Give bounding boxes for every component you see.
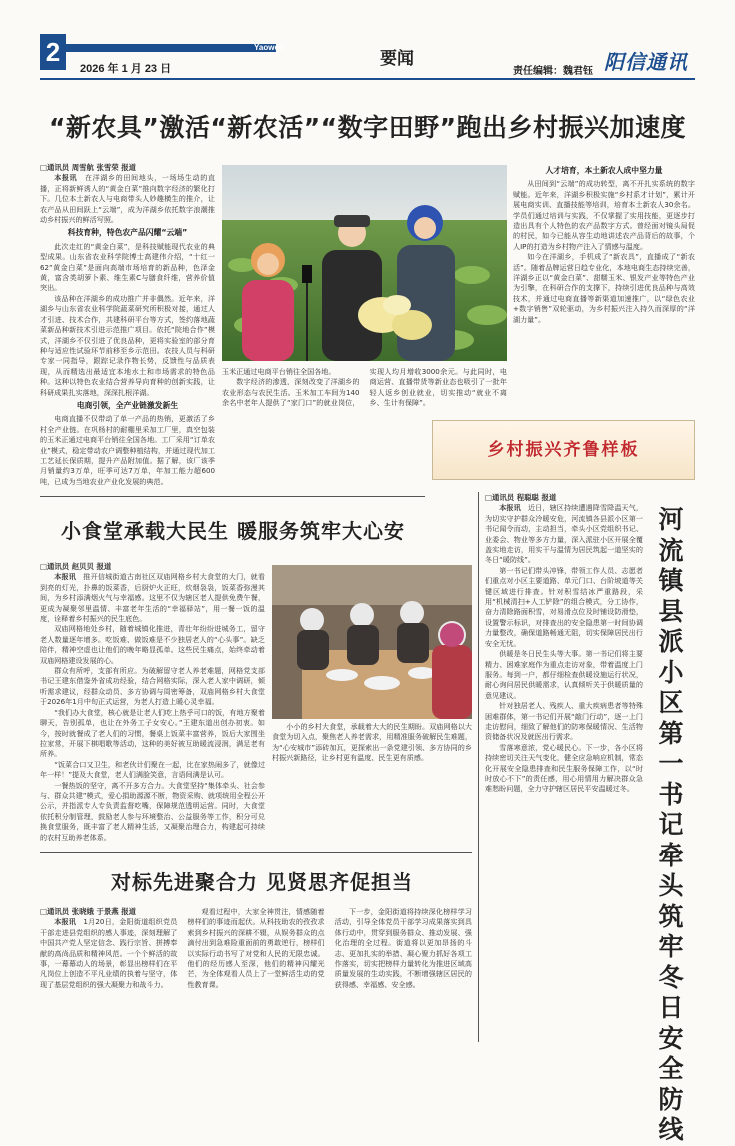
- article1-para2: 此次走红的“黄金白菜”，是科技赋能现代农业的典型成果。山东省农业科学院博士高建伟介绍，“十红一62”黄金白菜”是面向高端市场培育的新品种，色泽金黄，富含类胡萝卜素、维生素C与膳食纤维，营养价值突出。: [40, 241, 215, 293]
- article4-para5: 雪落寒意浓，党心暖民心。下一步，各小区将持续密切关注天气变化，健全应急响应机制，常态化开展安全隐患排查和民生服务保障工作，以“时时放心不下”的责任感，用心用情用力解决群众急难愁盼问题，全力守护辖区居民平安温暖过冬。: [485, 742, 643, 794]
- article2-para5: “饭菜合口又卫生，和老伙计们聚在一起，比在家热闹多了，就像过年一样！”提及大食堂，老人们满脸笑意，言语间满是认可。: [40, 759, 265, 780]
- article2-column1: [40, 562, 265, 844]
- article1-column1: [40, 163, 215, 491]
- article2-para1: 本报讯 推开信城街道古南社区双庙网格乡村大食堂的大门，就看到亮的灯光，扑鼻的饭菜香，后厨炉火正旺，炊烟袅袅，饭菜香弥漫其间，为乡村添满烟火气与幸福感。这里不仅为辖区老人提供免费午餐，更成为凝聚邻里温情、丰富老年生活的“幸福驿站”，用一餐一饭的温度，诠释着乡村振兴的民生底色。: [40, 572, 266, 624]
- livestream-cabbage-photo: [222, 165, 507, 361]
- article1-para1: 本报讯 在洋湖乡的田间地头，一场场生动的直播，正将新鲜诱人的“黄金白菜”推向数字经济的繁化打下。几位本土新农人与电商带头人妙趣横生的推介，让农产品从田间跃上“云端”，成为洋湖乡依托数字浪潮推动乡村振兴的鲜活写照。: [40, 173, 216, 225]
- article2-byline: □通讯员 赵贝贝 报道: [40, 562, 112, 571]
- header-bar: [66, 44, 276, 52]
- section-title: 要闻: [380, 49, 414, 69]
- article1-para7: 如今在洋湖乡，手机成了“新农具”，直播成了“新农活”。随着品牌运营日趋专业化，本地电商生态持续完善，洋湖乡正以“黄金白菜”、甜糯玉米、银发产业等特色产业为引擎，在科研合作的支撑下，持续引进优良品种与高效技术，并通过电商直播等新渠道加速推广，以“绿色农业+数字销售”双轮驱动，为乡村振兴注入持久而深厚的“洋湖力量”。: [513, 252, 695, 324]
- article4-para4: 针对独居老人、残疾人、重大疾病患者等特殊困难群体，第一书记们开展“敲门行动”，逐一上门走访慰问，细致了解他们的防寒保暖情况、生活物资储备状况及就医出行需求。: [485, 701, 643, 742]
- article1-headline: “新农具”激活“新农活”“数字田野”跑出乡村振兴加速度: [48, 113, 687, 142]
- article3-para4: 下一步，金阳街道将持续深化榜样学习活动，引导全体党员干部学习成果落实到具体行动中，贯穿到服务群众、推动发展、强化治理的全过程。街道将以更加昂扬的斗志、更加扎实的举措、凝心聚力抓好各项工作落实，切实把榜样力量转化为推进区域高质量发展的生动实践，不断增强辖区居民的获得感、幸福感、安全感。: [334, 907, 472, 989]
- page-number: 2: [40, 34, 66, 70]
- article4-body: [485, 493, 643, 1042]
- article1-para4-cont: 玉米正通过电商平台销往全国各地。: [222, 367, 336, 376]
- article1-subhead1: 科技育种，特色农产品闪耀“云端”: [67, 228, 188, 238]
- article4-byline: □通讯员 程聪聪 报道: [485, 493, 557, 502]
- article2-para3: 群众有所呼，支部有所应。为破解留守老人养老难题，网格党支部书记王建东借鉴外省成功经验，结合网格实际，深入老人家中调研，倾听需求建议，经群众动员、多方协调与周密筹备，双庙网格乡村大食堂于2026年1月中旬正式运营，为老人打造上暖心灵幸福。: [40, 666, 265, 707]
- livestream-photo-illustration: [222, 165, 507, 361]
- canteen-photo-illustration: [272, 565, 472, 719]
- article3-para3: 观看过程中，大家全神贯注，情感随着榜样们的事迹而起伏。从科技助农的孜孜求索到乡村振兴的深耕不辍，从娱务群众的点滴付出到急难险重面前的勇敢逆行，榜样们以实际行动书写了对党和人民的无限忠诚。他们的经历感人至深，他们的精神闪耀光芒，为全体观看人员上了一堂鲜活生动的党性教育课。: [187, 907, 325, 989]
- header-rule: [40, 78, 695, 80]
- canteen-elderly-dining-photo: [272, 565, 472, 719]
- article3-body: [40, 907, 472, 1042]
- editor-credit: 责任编辑：魏君钰: [513, 66, 593, 77]
- section-rule-1: [40, 496, 425, 497]
- article3-byline: □通讯员 张晓娥 于景燕 报道: [40, 907, 136, 916]
- section-english: Yaowen: [254, 43, 284, 52]
- article2-para4: “我们办大食堂，核心就是让老人们吃上热乎可口的饭，有地方聚着聊天，告别孤单，也让在外务工子女安心。”王建东道出创办初衷。如今，按时就餐成了老人们的习惯，餐桌上饭菜丰富营养，饭后大家围坐拉家常，开展下棋唱歌等活动，这种的美好被互助暖流浸润，满足老有所养。: [40, 707, 265, 759]
- rural-revitalization-banner: [432, 420, 695, 480]
- article1-subhead2: 电商引领，全产业链激发新生: [76, 400, 179, 410]
- article4-para3: 供暖是冬日民生头等大事。第一书记们将主要精力、困难家庭作为重点走访对象，带着温度上门服务。每到一户，都仔细检查供暖设施运行状况，耐心询问居民供暖需求，认真倾听关于供暖质量的意见建议。: [485, 649, 643, 700]
- article2-para6: 一餐热饭的坚守，离不开多方合力。大食堂坚持“集体牵头、社会参与、群众共建”模式，爱心捐助源源不断，物资采购、就项统用全程公开公示，并指派专人专负责监督吃嘴，保障规范透明运营。同时，大食堂依托积分制管理，鼓励老人参与环境整治、公益服务等工作，积分可兑换食堂服务，既丰富了老人精神生活，又凝聚治理合力，构建起可持续的农村互助养老体系。: [40, 780, 265, 842]
- issue-date: 2026 年 1 月 23 日: [80, 63, 172, 75]
- article2-column2: [272, 722, 472, 844]
- article2-para7: 小小的乡村大食堂，承载着大大的民生期盼。双庙网格以大食堂为切入点，聚焦老人养老需求，用精准服务破解民生难题，为“心安城市”添砖加瓦，更探索出一条党建引领、多方协同的乡村振兴新路径，让乡村更有温度、民生更有质感。: [272, 722, 472, 763]
- article3-para1: 本报讯 1月20日，金阳街道组织党员干部走进县党组织的感人事迹，深刻理解了中国共产党人坚定信念、践行宗旨、拼搏奉献的高尚品质和精神风范。一个个鲜活的故事，一幕幕动人的场景，彰显出榜样们在平凡岗位上创造不平凡业绩的执着与坚守，体现了基层党组织的强大凝聚力和战斗力。: [40, 917, 178, 989]
- article1-para3: 该品种在洋湖乡的成功推广并非偶然。近年来，洋湖乡与山东省农业科学院蔬菜研究所积极对接，通过人才引进、技术合作，共建科研平台等方式，签约落地蔬菜新品种新技术引进示范推广项目。依托“院地合作”模式，洋湖乡不仅引进了优良品种，更将实验室的部分育种与适应性试验环节前移至乡示范田。农技人员与科研专家一同指导，跟踪记录作物长势，反馈性与品质表现，从而精选出最适宜本地水土和市场需求的特色品种。这种以特色农业结合营养导向育种的创新实践，让科研成果扎实落地，深深扎根洋湖。: [40, 293, 215, 397]
- page-header: [0, 0, 735, 80]
- article2-headline: 小食堂承载大民生 暖服务筑牢大心安: [61, 519, 405, 543]
- article4-para1: 本报讯 近日，辖区持续遭遇降雪降温天气，为切实守护群众冷暖安危，河流镇各县派小区第一书记闻令而动，主动担当，牵头小区党组织书记、业委会、物业等多方力量，深入派驻小区开展全覆盖实地走访，用实干与温情为居民筑起一道坚实的冬日“暖防线”。: [485, 503, 644, 565]
- article1-subhead3: 人才培育，本土新农人成中坚力量: [545, 166, 663, 175]
- banner-text: 乡村振兴齐鲁样板: [487, 440, 640, 460]
- article4-vertical-headline: 河流镇县派小区第一书记牵头筑牢冬日安全防线: [658, 505, 684, 1144]
- article3-headline: 对标先进聚合力 见贤思齐促担当: [111, 870, 413, 894]
- article1-para5: 数字经济的渗透，深刻改变了洋湖乡的农业形态与农民生活。玉米加工车间为140余名中老年人提供了“家门口”的就业岗位，实现人均月增收3000余元。与此同时，电商运营、直播带货等新业态也吸引了一批年轻人返乡创业就业，切实推动“就业不离乡、生计有保障”。: [222, 367, 507, 408]
- article1-para4: 电商直播不仅带动了单一产品的热销，更激活了乡村全产业链。在巩杨村的耐棚里采加工厂里，真空包装的玉米正通过电商平台销往全国各地。工厂采用“订单农业”模式，稳定带动农户调整种植结构，并通过现代加工工艺延长保质期，提升产品附加值。据了解，该厂该季月销量约3万单，旺季可达7万单，年加工能力超600吨，已成为当地农业产业化发展的典范。: [40, 414, 215, 486]
- article1-para6: 从田间到“云端”的成功转型，离不开扎实系统的数字赋能。近年来，洋湖乡积极实施“乡村系才计划”，累计开展电商实训、直播技能等培训，培育本土新农人30余名。学员们通过培训与实践，不仅掌握了实用技能，更逐步打造出具有个人特色的农产品数字方式。曾经面对镜头局促的村民，如今已能从容生动地讲述农产品背后的故事，个人IP的打造为乡村物产注入了情感与温度。: [513, 179, 695, 251]
- column-divider: [478, 492, 479, 1042]
- article2-para2: 双庙网格地处乡村，随着城镇化推进，青壮年纷纷进城务工，留守老人数量逐年增多。吃饭难、做饭难是不少独居老人的“心头事”。缺乏陪伴，精神空虚也让他们的晚年略显孤单。这些民生痛点，始终牵动着双庙网格建设发展的心。: [40, 624, 265, 665]
- masthead-logo: 阳信通讯: [604, 50, 688, 74]
- article1-column3: [513, 163, 695, 413]
- section-rule-2: [40, 852, 472, 853]
- article1-byline: □通讯员 周雪航 张雪荣 报道: [40, 163, 136, 172]
- article4-para2: 第一书记们带头冲锋，带领工作人员、志愿者们重点对小区主要道路、单元门口、台阶坡道等关键区域进行排查。针对积雪结冰严重路段，采用“机械清扫+人工铲除”的组合模式，分工协作，奋力清除路面积雪，对易滑点位及时铺设防滑垫，设置警示标识，对排查出的安全隐患第一时间协调力量整改，确保道路畅通无阻，切实保障居民出行安全无忧。: [485, 565, 643, 648]
